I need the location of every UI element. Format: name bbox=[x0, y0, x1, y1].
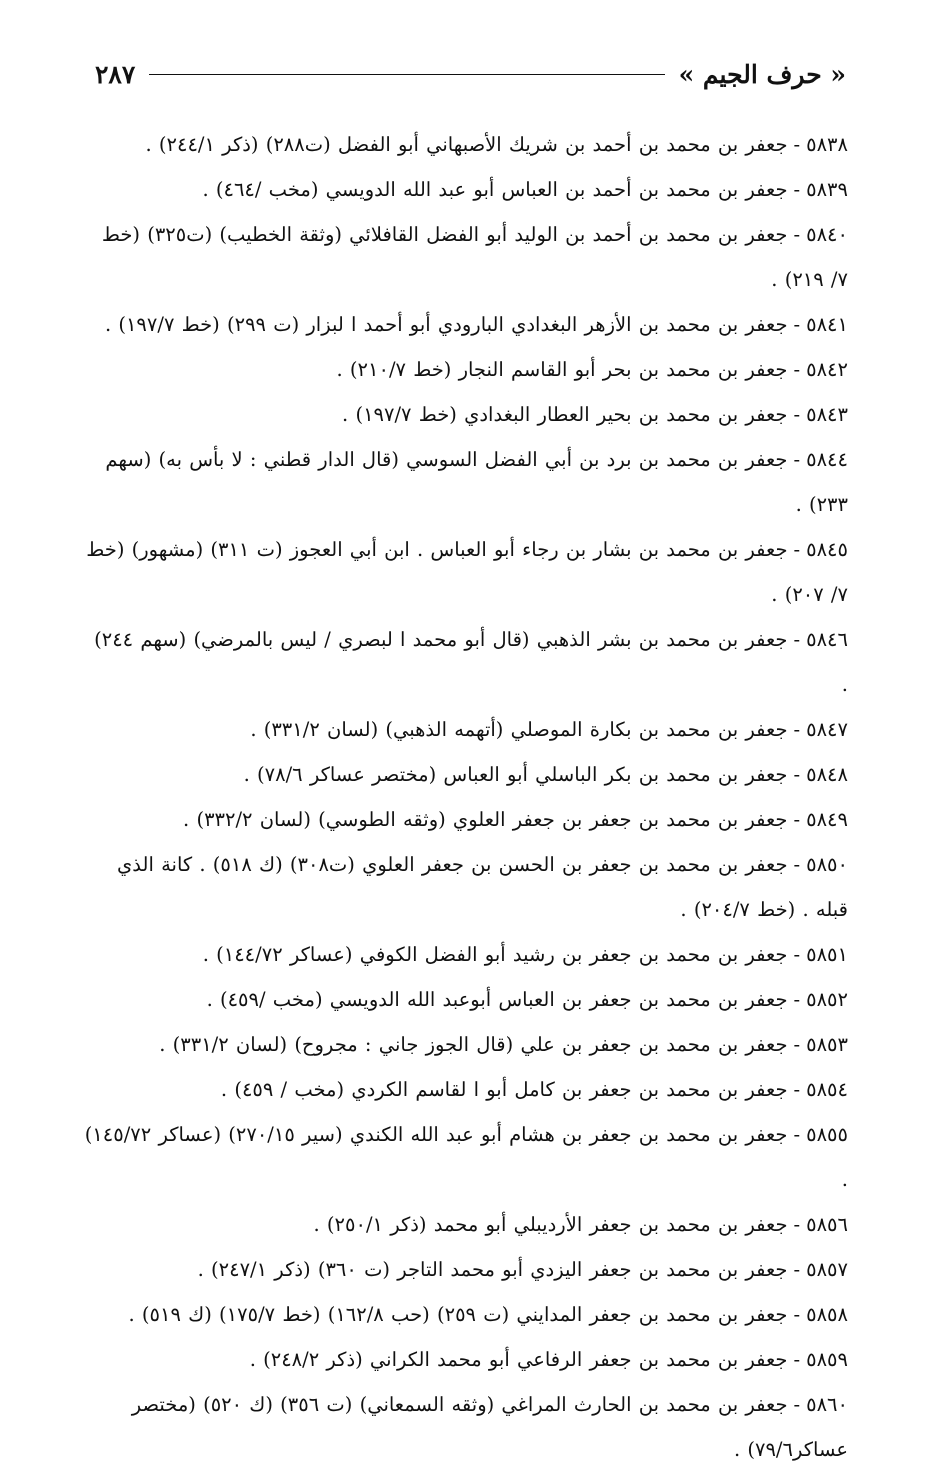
entry-dash: - bbox=[793, 1078, 801, 1101]
entry-text: جعفر بن محمد بن جعفر بن جعفر العلوي (وثقه الطوسي) (لسان ٣٣٢/٢) . bbox=[183, 808, 788, 831]
entry-text: جعفر بن محمد بن بشر الذهبي (قال أبو محمد ا لبصري / ليس بالمرضي) (سهم ٢٤٤) . bbox=[94, 628, 848, 696]
entry-dash: - bbox=[793, 1393, 801, 1416]
list-item bbox=[82, 797, 848, 842]
list-item bbox=[82, 347, 848, 392]
entry-text: جعفر بن محمد بن جعفر بن هشام أبو عبد الله الكندي (سير ٢٧٠/١٥) (عساكر ١٤٥/٧٢) . bbox=[84, 1123, 848, 1191]
entry-number: ٥٨٥٧ bbox=[806, 1258, 848, 1281]
entry-number: ٥٨٥٠ bbox=[806, 853, 848, 876]
list-item bbox=[82, 932, 848, 977]
entry-number: ٥٨٤٢ bbox=[806, 358, 848, 381]
entry-number: ٥٨٤٣ bbox=[806, 403, 848, 426]
list-item bbox=[82, 122, 848, 167]
entry-number: ٥٨٥٢ bbox=[806, 988, 848, 1011]
list-item bbox=[82, 302, 848, 347]
entry-text: جعفر بن محمد بن جعفر المدايني (ت ٢٥٩) (حب ١٦٢/٨) (خط ١٧٥/٧) (ك ٥١٩) . bbox=[128, 1303, 788, 1326]
list-item bbox=[82, 437, 848, 527]
entry-list bbox=[82, 122, 848, 1472]
entry-number: ٥٨٤٦ bbox=[806, 628, 848, 651]
entry-text: جعفر بن محمد بن جعفر بن كامل أبو ا لقاسم الكردي (مخب / ٤٥٩) . bbox=[220, 1078, 788, 1101]
entry-number: ٥٨٣٨ bbox=[806, 133, 848, 156]
entry-number: ٥٨٤٠ bbox=[806, 223, 848, 246]
list-item bbox=[82, 1247, 848, 1292]
entry-dash: - bbox=[793, 1213, 801, 1236]
list-item bbox=[82, 212, 848, 302]
entry-dash: - bbox=[793, 223, 801, 246]
entry-dash: - bbox=[793, 718, 801, 741]
entry-dash: - bbox=[793, 1033, 801, 1056]
entry-dash: - bbox=[793, 943, 801, 966]
running-head bbox=[95, 56, 846, 92]
entry-dash: - bbox=[793, 1123, 801, 1146]
list-item bbox=[82, 1292, 848, 1337]
entry-text: جعفر بن محمد بن جعفر بن الحسن بن جعفر العلوي (ت٣٠٨) (ك ٥١٨) . كانة الذي قبله . (خط ٢٠٤/٧) . bbox=[117, 853, 848, 921]
entry-number: ٥٨٤٤ bbox=[806, 448, 848, 471]
entry-dash: - bbox=[793, 403, 801, 426]
entry-number: ٥٨٤١ bbox=[806, 313, 848, 336]
entry-dash: - bbox=[793, 853, 801, 876]
entry-number: ٥٨٤٨ bbox=[806, 763, 848, 786]
entry-number: ٥٨٥٦ bbox=[806, 1213, 848, 1236]
list-item bbox=[82, 752, 848, 797]
entry-text: جعفر بن محمد بن الحارث المراغي (وثقه السمعاني) (ت ٣٥٦) (ك ٥٢٠) (مختصر عساكر٧٩/٦) . bbox=[131, 1393, 848, 1461]
list-item bbox=[82, 617, 848, 707]
list-item bbox=[82, 1067, 848, 1112]
entry-dash: - bbox=[793, 1258, 801, 1281]
list-item bbox=[82, 1202, 848, 1247]
entry-text: جعفر بن محمد بن الأزهر البغدادي البارودي أبو أحمد ا لبزار (ت ٢٩٩) (خط ١٩٧/٧) . bbox=[104, 313, 788, 336]
page-number: ٢٨٧ bbox=[95, 59, 136, 89]
entry-number: ٥٨٥١ bbox=[806, 943, 848, 966]
entry-number: ٥٨٤٥ bbox=[806, 538, 848, 561]
list-item bbox=[82, 1112, 848, 1202]
entry-number: ٥٨٥٥ bbox=[806, 1123, 848, 1146]
entry-text: جعفر بن محمد بن بشار بن رجاء أبو العباس . ابن أبي العجوز (ت ٣١١) (مشهور) (خط ٧/ ٢٠٧) . bbox=[86, 538, 848, 606]
entry-text: جعفر بن محمد بن بكر الباسلي أبو العباس (مختصر عساكر ٧٨/٦) . bbox=[243, 763, 788, 786]
entry-text: جعفر بن محمد بن جعفر بن رشيد أبو الفضل الكوفي (عساكر ١٤٤/٧٢) . bbox=[202, 943, 788, 966]
entry-dash: - bbox=[793, 133, 801, 156]
entry-dash: - bbox=[793, 313, 801, 336]
entry-dash: - bbox=[793, 1348, 801, 1371]
entry-number: ٥٨٤٧ bbox=[806, 718, 848, 741]
list-item bbox=[82, 527, 848, 617]
list-item bbox=[82, 1382, 848, 1472]
entry-text: جعفر بن محمد بن أحمد بن شريك الأصبهاني أبو الفضل (ت٢٨٨) (ذكر ٢٤٤/١) . bbox=[145, 133, 788, 156]
entry-text: جعفر بن محمد بن جعفر الأرديبلي أبو محمد (ذكر ٢٥٠/١) . bbox=[313, 1213, 788, 1236]
entry-dash: - bbox=[793, 358, 801, 381]
entry-number: ٥٨٤٩ bbox=[806, 808, 848, 831]
entry-dash: - bbox=[793, 1303, 801, 1326]
list-item bbox=[82, 977, 848, 1022]
entry-text: جعفر بن محمد بن جعفر بن العباس أبوعبد الله الدويسي (مخب /٤٥٩) . bbox=[206, 988, 788, 1011]
entry-text: جعفر بن محمد بن أحمد بن الوليد أبو الفضل القافلائي (وثقة الخطيب) (ت٣٢٥) (خط ٧/ ٢١٩) . bbox=[101, 223, 848, 291]
list-item bbox=[82, 842, 848, 932]
entry-text: جعفر بن محمد بن جعفر اليزدي أبو محمد التاجر (ت ٣٦٠) (ذكر ٢٤٧/١) . bbox=[197, 1258, 788, 1281]
list-item bbox=[82, 1022, 848, 1067]
entry-dash: - bbox=[793, 808, 801, 831]
header-rule bbox=[149, 74, 664, 75]
entry-text: جعفر بن محمد بن بحير العطار البغدادي (خط ١٩٧/٧) . bbox=[342, 403, 788, 426]
entry-text: جعفر بن محمد بن برد بن أبي الفضل السوسي (قال الدار قطني : لا بأس به) (سهم ٢٣٣) . bbox=[105, 448, 848, 516]
entry-dash: - bbox=[793, 763, 801, 786]
list-item bbox=[82, 167, 848, 212]
entry-text: جعفر بن محمد بن أحمد بن العباس أبو عبد الله الدويسي (مخب /٤٦٤) . bbox=[202, 178, 788, 201]
entry-text: جعفر بن محمد بن جعفر بن علي (قال الجوز جاني : مجروح) (لسان ٣٣١/٢) . bbox=[159, 1033, 788, 1056]
entry-dash: - bbox=[793, 988, 801, 1011]
entry-number: ٥٨٥٩ bbox=[806, 1348, 848, 1371]
entry-number: ٥٨٦٠ bbox=[806, 1393, 848, 1416]
list-item bbox=[82, 392, 848, 437]
chapter-title: « حرف الجيم » bbox=[678, 59, 846, 89]
entry-dash: - bbox=[793, 628, 801, 651]
entry-dash: - bbox=[793, 538, 801, 561]
list-item bbox=[82, 707, 848, 752]
entry-text: جعفر بن محمد بن بحر أبو القاسم النجار (خط ٢١٠/٧) . bbox=[336, 358, 788, 381]
entry-text: جعفر بن محمد بن بكارة الموصلي (أتهمه الذهبي) (لسان ٣٣١/٢) . bbox=[250, 718, 788, 741]
entry-number: ٥٨٥٤ bbox=[806, 1078, 848, 1101]
entry-dash: - bbox=[793, 448, 801, 471]
entry-dash: - bbox=[793, 178, 801, 201]
entry-number: ٥٨٣٩ bbox=[806, 178, 848, 201]
entry-text: جعفر بن محمد بن جعفر الرفاعي أبو محمد الكراني (ذكر ٢٤٨/٢) . bbox=[249, 1348, 788, 1371]
entry-number: ٥٨٥٣ bbox=[806, 1033, 848, 1056]
entry-number: ٥٨٥٨ bbox=[806, 1303, 848, 1326]
list-item bbox=[82, 1337, 848, 1382]
